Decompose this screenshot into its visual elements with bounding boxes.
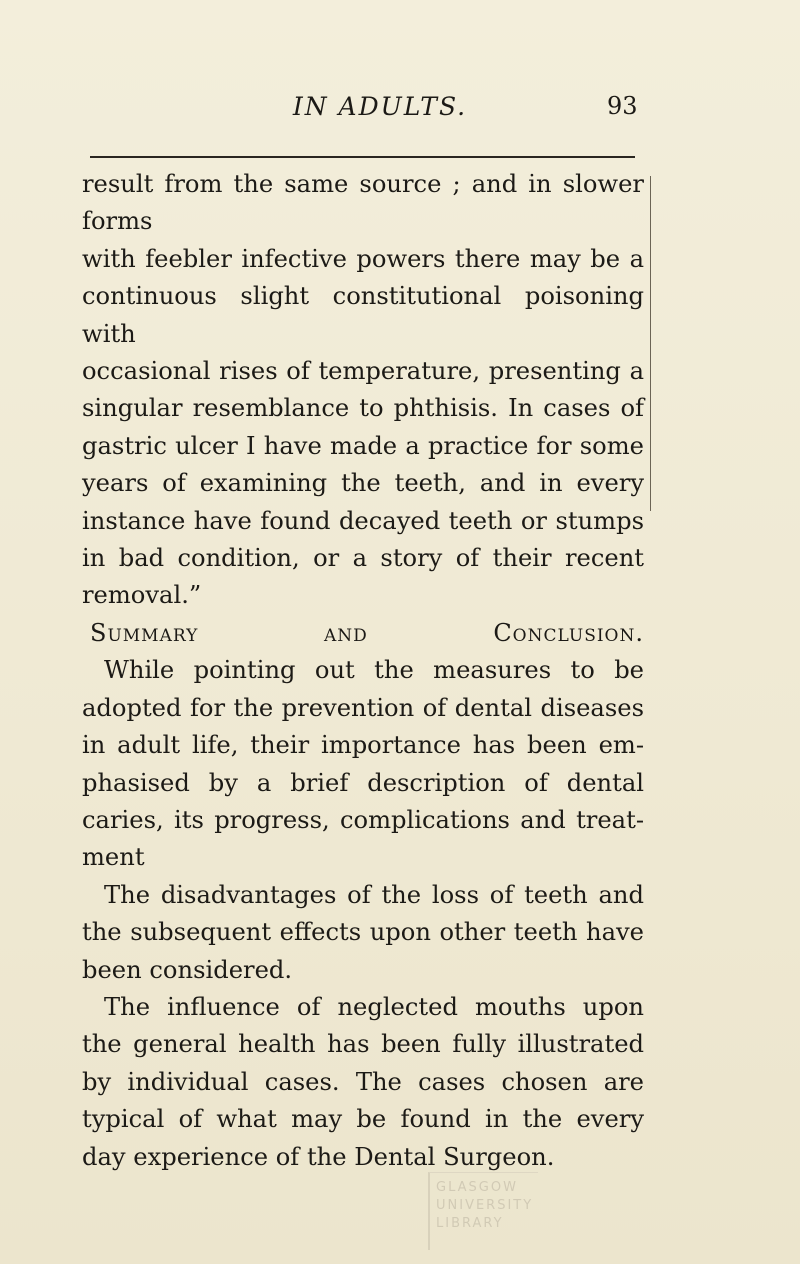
text-line: the general health has been fully illustrated	[82, 1030, 644, 1059]
text-line: been considered.	[82, 955, 293, 984]
body-text	[82, 166, 644, 1176]
stamp-line: GLASGOW	[436, 1180, 518, 1195]
text-line: continuous slight constitutional poisoning with	[82, 282, 644, 348]
text-line: in adult life, their importance has been em-	[82, 731, 644, 760]
library-stamp	[428, 1172, 538, 1250]
margin-mark-line	[650, 176, 651, 511]
text-line: singular resemblance to phthisis. In cases of	[82, 394, 644, 423]
text-line: result from the same source ; and in slower forms	[82, 170, 644, 236]
page-number: 93	[607, 92, 638, 120]
header-rule	[90, 156, 635, 158]
text-line: phasised by a brief description of dental	[82, 768, 644, 797]
text-line: instance have found decayed teeth or stumps	[82, 506, 644, 535]
stamp-line: UNIVERSITY	[436, 1198, 534, 1213]
text-line: day experience of the Dental Surgeon.	[82, 1142, 555, 1171]
text-line: typical of what may be found in the every	[82, 1105, 644, 1134]
running-title: IN ADULTS.	[292, 92, 468, 121]
text-line: While pointing out the measures to be	[104, 656, 644, 685]
text-line: adopted for the prevention of dental diseases	[82, 693, 644, 722]
text-line: ment	[82, 843, 145, 872]
text-line: gastric ulcer I have made a practice for some	[82, 431, 644, 460]
text-line: with feebler infective powers there may be a	[82, 244, 644, 273]
text-line: years of examining the teeth, and in every	[82, 469, 644, 498]
section-heading: Summary and Conclusion.	[90, 618, 644, 647]
stamp-line: LIBRARY	[436, 1216, 504, 1231]
text-line: the subsequent effects upon other teeth have	[82, 918, 644, 947]
text-line: caries, its progress, complications and treat-	[82, 805, 644, 834]
text-line: The influence of neglected mouths upon	[104, 992, 644, 1021]
text-line: in bad condition, or a story of their recent	[82, 544, 644, 573]
text-line: by individual cases. The cases chosen are	[82, 1067, 644, 1096]
text-line: removal.”	[82, 581, 202, 610]
text-line: The disadvantages of the loss of teeth and	[104, 880, 644, 909]
running-head	[0, 92, 800, 132]
text-line: occasional rises of temperature, presenting a	[82, 357, 644, 386]
